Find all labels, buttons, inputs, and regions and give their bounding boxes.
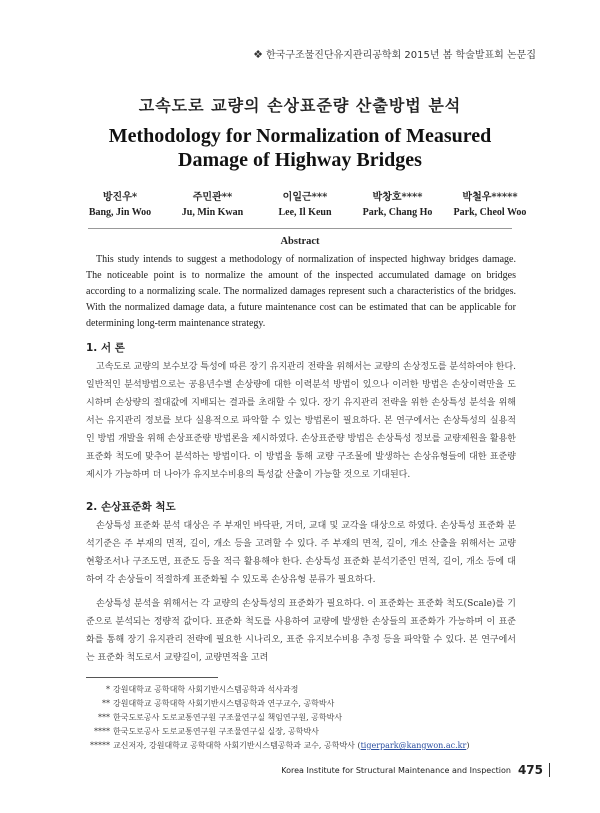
- author-name-ko: 방진우*: [102, 192, 138, 203]
- journal-name: 한국구조물진단유지관리공학회 2015년 봄 학술발표회 논문집: [265, 50, 536, 61]
- abstract-text: This study intends to suggest a methodology of normalization of inspected highway bridges damage. The noticeable point is to normalize the amount of the inspected accumulated damage on bridges according to a normalizing scale. The normalized damages represent such a characteristics of the bridges. With the normalized damage data, a future maintenance cost can be estimated that can be applicable for determining long-term maintenance strategy.: [86, 254, 516, 329]
- footnote: [86, 739, 526, 753]
- page-footer: [281, 763, 550, 777]
- body-paragraph: 고속도로 교량의 보수보강 특성에 따른 장기 유지관리 전략을 위해서는 교량의 손상정도를 분석하여야 한다. 일반적인 분석방법으로는 공용년수별 손상량에 대한 이력분석 방법이 있으나 이러한 방법은 손상이력만을 도시하며 손상량의 절대값에 지배되는 결과를 초래할 수 있다. 장기 유지관리 전략을 위한 손상특성 분석을 위해서는 유지관리 정보를 보다 실용적으로 파악할 수 있는 방법론이 필요하다. 본 연구에서는 손상특성의 실용적인 방법 개발을 위해 손상표준량 방법론을 제시하였다. 손상표준량 방법은 손상특성 정보를 교량제원을 활용한 표준화 척도에 맞추어 분석하는 방법이다. 이 방법을 통해 교량 구조물에 발생하는 손상유형들에 대한 표준량 제시가 가능하며 더 나아가 유지보수비용의 특성값 산출이 가능할 것으로 기대된다.: [86, 362, 516, 480]
- running-header: [253, 46, 536, 61]
- author-name-en: Bang, Jin Woo: [88, 207, 152, 218]
- footnote: [86, 697, 526, 711]
- author: [265, 188, 345, 218]
- footnote: [86, 711, 526, 725]
- author-name-ko: 주민관**: [192, 192, 233, 203]
- footnote-list: [86, 683, 526, 753]
- abstract-divider: [88, 228, 512, 229]
- footer-divider: [549, 763, 550, 777]
- footnote-mark: ****: [94, 727, 110, 736]
- page-number: 475: [517, 763, 543, 777]
- title-english: Methodology for Normalization of Measured Damage of Highway Bridges: [108, 125, 492, 171]
- author-name-en: Lee, Il Keun: [278, 207, 332, 218]
- author-name-ko: 이일근***: [282, 192, 328, 203]
- author-list: [80, 188, 530, 218]
- footnote-text: 한국도로공사 도로교통연구원 구조물연구실 책임연구원, 공학박사: [113, 713, 343, 722]
- author: [450, 188, 530, 218]
- footnote-text: 강원대학교 공학대학 사회기반시스템공학과 석사과정: [113, 685, 299, 694]
- footnote-mark: *****: [90, 741, 110, 750]
- author-name-ko: 박창호****: [372, 192, 423, 203]
- section-heading-scale: 2. 손상표준화 척도: [86, 501, 176, 513]
- author: [358, 188, 438, 218]
- title-korean: 고속도로 교량의 손상표준량 산출방법 분석: [138, 96, 462, 115]
- author-name-en: Park, Cheol Woo: [453, 207, 527, 218]
- footnote-mark: *: [106, 685, 110, 694]
- footer-society: Korea Institute for Structural Maintenance and Inspection: [281, 765, 511, 775]
- body-paragraph: 손상특성 표준화 분석 대상은 주 부재인 바닥판, 거더, 교대 및 교각을 대상으로 하였다. 손상특성 표준화 분석기준은 주 부재의 면적, 길이, 개소 등을 고려할 수 있다. 주 부재의 면적, 길이, 개소 산출을 위해서는 교량 현황조서나 구조도면, 표준도 등을 적극 활용해야 한다. 손상특성 표준화 분석기준인 면적, 길이, 개소 등에 대하여 각 손상들이 적절하게 표준화될 수 있도록 손상유형 분류가 필요하다.: [86, 521, 516, 585]
- abstract-heading: Abstract: [280, 236, 320, 247]
- email-link[interactable]: tigerpark@kangwon.ac.kr: [360, 741, 467, 750]
- footnote-text: 한국도로공사 도로교통연구원 구조물연구실 실장, 공학박사: [113, 727, 319, 736]
- author-name-en: Park, Chang Ho: [362, 207, 433, 218]
- footnote-mark: **: [102, 699, 110, 708]
- footnote-tail: ): [466, 741, 470, 750]
- footnote-text: 강원대학교 공학대학 사회기반시스템공학과 연구교수, 공학박사: [113, 699, 335, 708]
- author-name-ko: 박철우*****: [462, 192, 518, 203]
- footnote-divider: [86, 677, 218, 678]
- section-heading-introduction: 1. 서 론: [86, 342, 125, 354]
- body-paragraph: 손상특성 분석을 위해서는 각 교량의 손상특성의 표준화가 필요하다. 이 표준화는 표준화 척도(Scale)를 기준으로 분석되는 정량적 값이다. 표준화 척도를 사용하여 교량에 발생한 손상들의 표준화가 가능하며 이 표준화를 통해 장기 유지관리 전략에 필요한 시나리오, 표준 유지보수비용 추정 등을 파악할 수 있다. 본 연구에서는 표준화 척도로서 교량길이, 교량면적을 고려: [86, 599, 516, 663]
- footnote: [86, 725, 526, 739]
- author: [80, 188, 160, 218]
- footnote: [86, 683, 526, 697]
- author: [173, 188, 253, 218]
- footnote-text: 교신저자, 강원대학교 공학대학 사회기반시스템공학과 교수, 공학박사 (: [113, 741, 361, 750]
- footnote-mark: ***: [98, 713, 110, 722]
- author-name-en: Ju, Min Kwan: [181, 207, 244, 218]
- kism-logo-icon: ❖: [253, 48, 263, 61]
